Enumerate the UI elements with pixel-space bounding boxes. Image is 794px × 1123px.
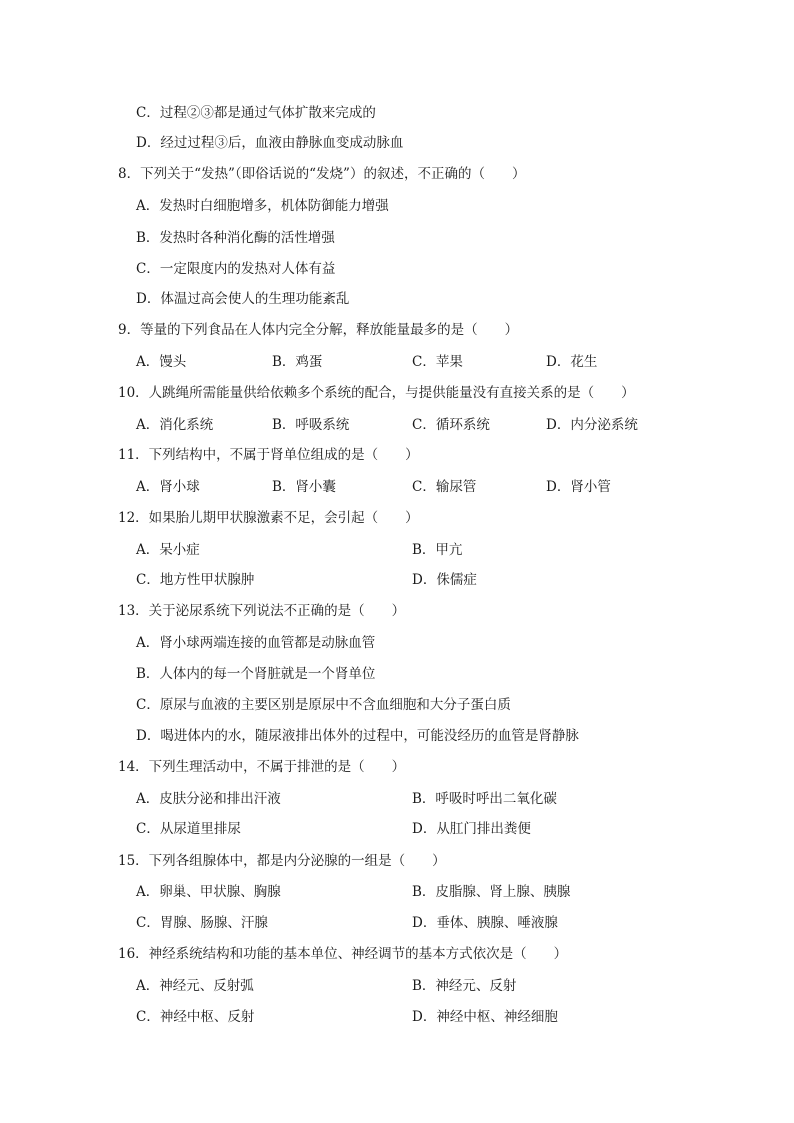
q8-option-d: D．体温过高会使人的生理功能紊乱 [136,291,350,307]
q8-stem: 8．下列关于“发热”（即俗话说的“发烧”）的叙述，不正确的（ ） [118,166,526,182]
q10-option-d: D．内分泌系统 [546,417,638,433]
q14-option-c: C．从尿道里排尿 [136,821,241,837]
q10-stem: 10．人跳绳所需能量供给依赖多个系统的配合，与提供能量没有直接关系的是（ ） [118,385,635,401]
q13-stem: 13．关于泌尿系统下列说法不正确的是（ ） [118,603,406,619]
q7-option-c: C．过程②③都是通过气体扩散来完成的 [136,105,376,121]
q11-option-a: A．肾小球 [136,479,200,495]
q13-option-c: C．原尿与血液的主要区别是原尿中不含血细胞和大分子蛋白质 [136,697,511,713]
q15-option-d: D．垂体、胰腺、唾液腺 [412,915,558,931]
q12-option-b: B．甲亢 [412,542,463,558]
q8-option-a: A．发热时白细胞增多，机体防御能力增强 [136,198,389,214]
q8-option-c: C．一定限度内的发热对人体有益 [136,261,336,277]
q10-option-c: C．循环系统 [412,417,490,433]
q12-option-d: D．侏儒症 [412,572,477,588]
q10-option-a: A．消化系统 [136,417,214,433]
q11-option-d: D．肾小管 [546,479,611,495]
q11-option-c: C．输尿管 [412,479,477,495]
q13-option-a: A．肾小球两端连接的血管都是动脉血管 [136,635,376,651]
q9-option-c: C．苹果 [412,354,463,370]
q14-option-b: B．呼吸时呼出二氧化碳 [412,791,557,807]
q12-option-a: A．呆小症 [136,542,200,558]
q9-stem: 9．等量的下列食品在人体内完全分解，释放能量最多的是（ ） [118,322,519,338]
q16-option-c: C．神经中枢、反射 [136,1009,255,1025]
q16-option-d: D．神经中枢、神经细胞 [412,1009,558,1025]
q11-option-b: B．肾小囊 [272,479,336,495]
q7-option-d: D．经过过程③后，血液由静脉血变成动脉血 [136,135,404,151]
q16-option-a: A．神经元、反射弧 [136,978,254,994]
q15-stem: 15．下列各组腺体中，都是内分泌腺的一组是（ ） [118,853,446,869]
q13-option-b: B．人体内的每一个肾脏就是一个肾单位 [136,666,376,682]
q9-option-d: D．花生 [546,354,598,370]
q15-option-a: A．卵巢、甲状腺、胸腺 [136,884,281,900]
q15-option-b: B．皮脂腺、肾上腺、胰腺 [412,884,571,900]
q12-option-c: C．地方性甲状腺肿 [136,572,255,588]
q14-stem: 14．下列生理活动中，不属于排泄的是（ ） [118,759,406,775]
q8-option-b: B．发热时各种消化酶的活性增强 [136,230,335,246]
q10-option-b: B．呼吸系统 [272,417,350,433]
q13-option-d: D．喝进体内的水，随尿液排出体外的过程中，可能没经历的血管是肾静脉 [136,728,579,744]
q16-option-b: B．神经元、反射 [412,978,517,994]
q9-option-b: B．鸡蛋 [272,354,323,370]
q14-option-d: D．从肛门排出粪便 [412,821,531,837]
q14-option-a: A．皮肤分泌和排出汗液 [136,791,281,807]
q9-option-a: A．馒头 [136,354,187,370]
q11-stem: 11．下列结构中，不属于肾单位组成的是（ ） [118,447,419,463]
q12-stem: 12．如果胎儿期甲状腺激素不足，会引起（ ） [118,510,419,526]
q15-option-c: C．胃腺、肠腺、汗腺 [136,915,268,931]
q16-stem: 16．神经系统结构和功能的基本单位、神经调节的基本方式依次是（ ） [118,946,568,962]
